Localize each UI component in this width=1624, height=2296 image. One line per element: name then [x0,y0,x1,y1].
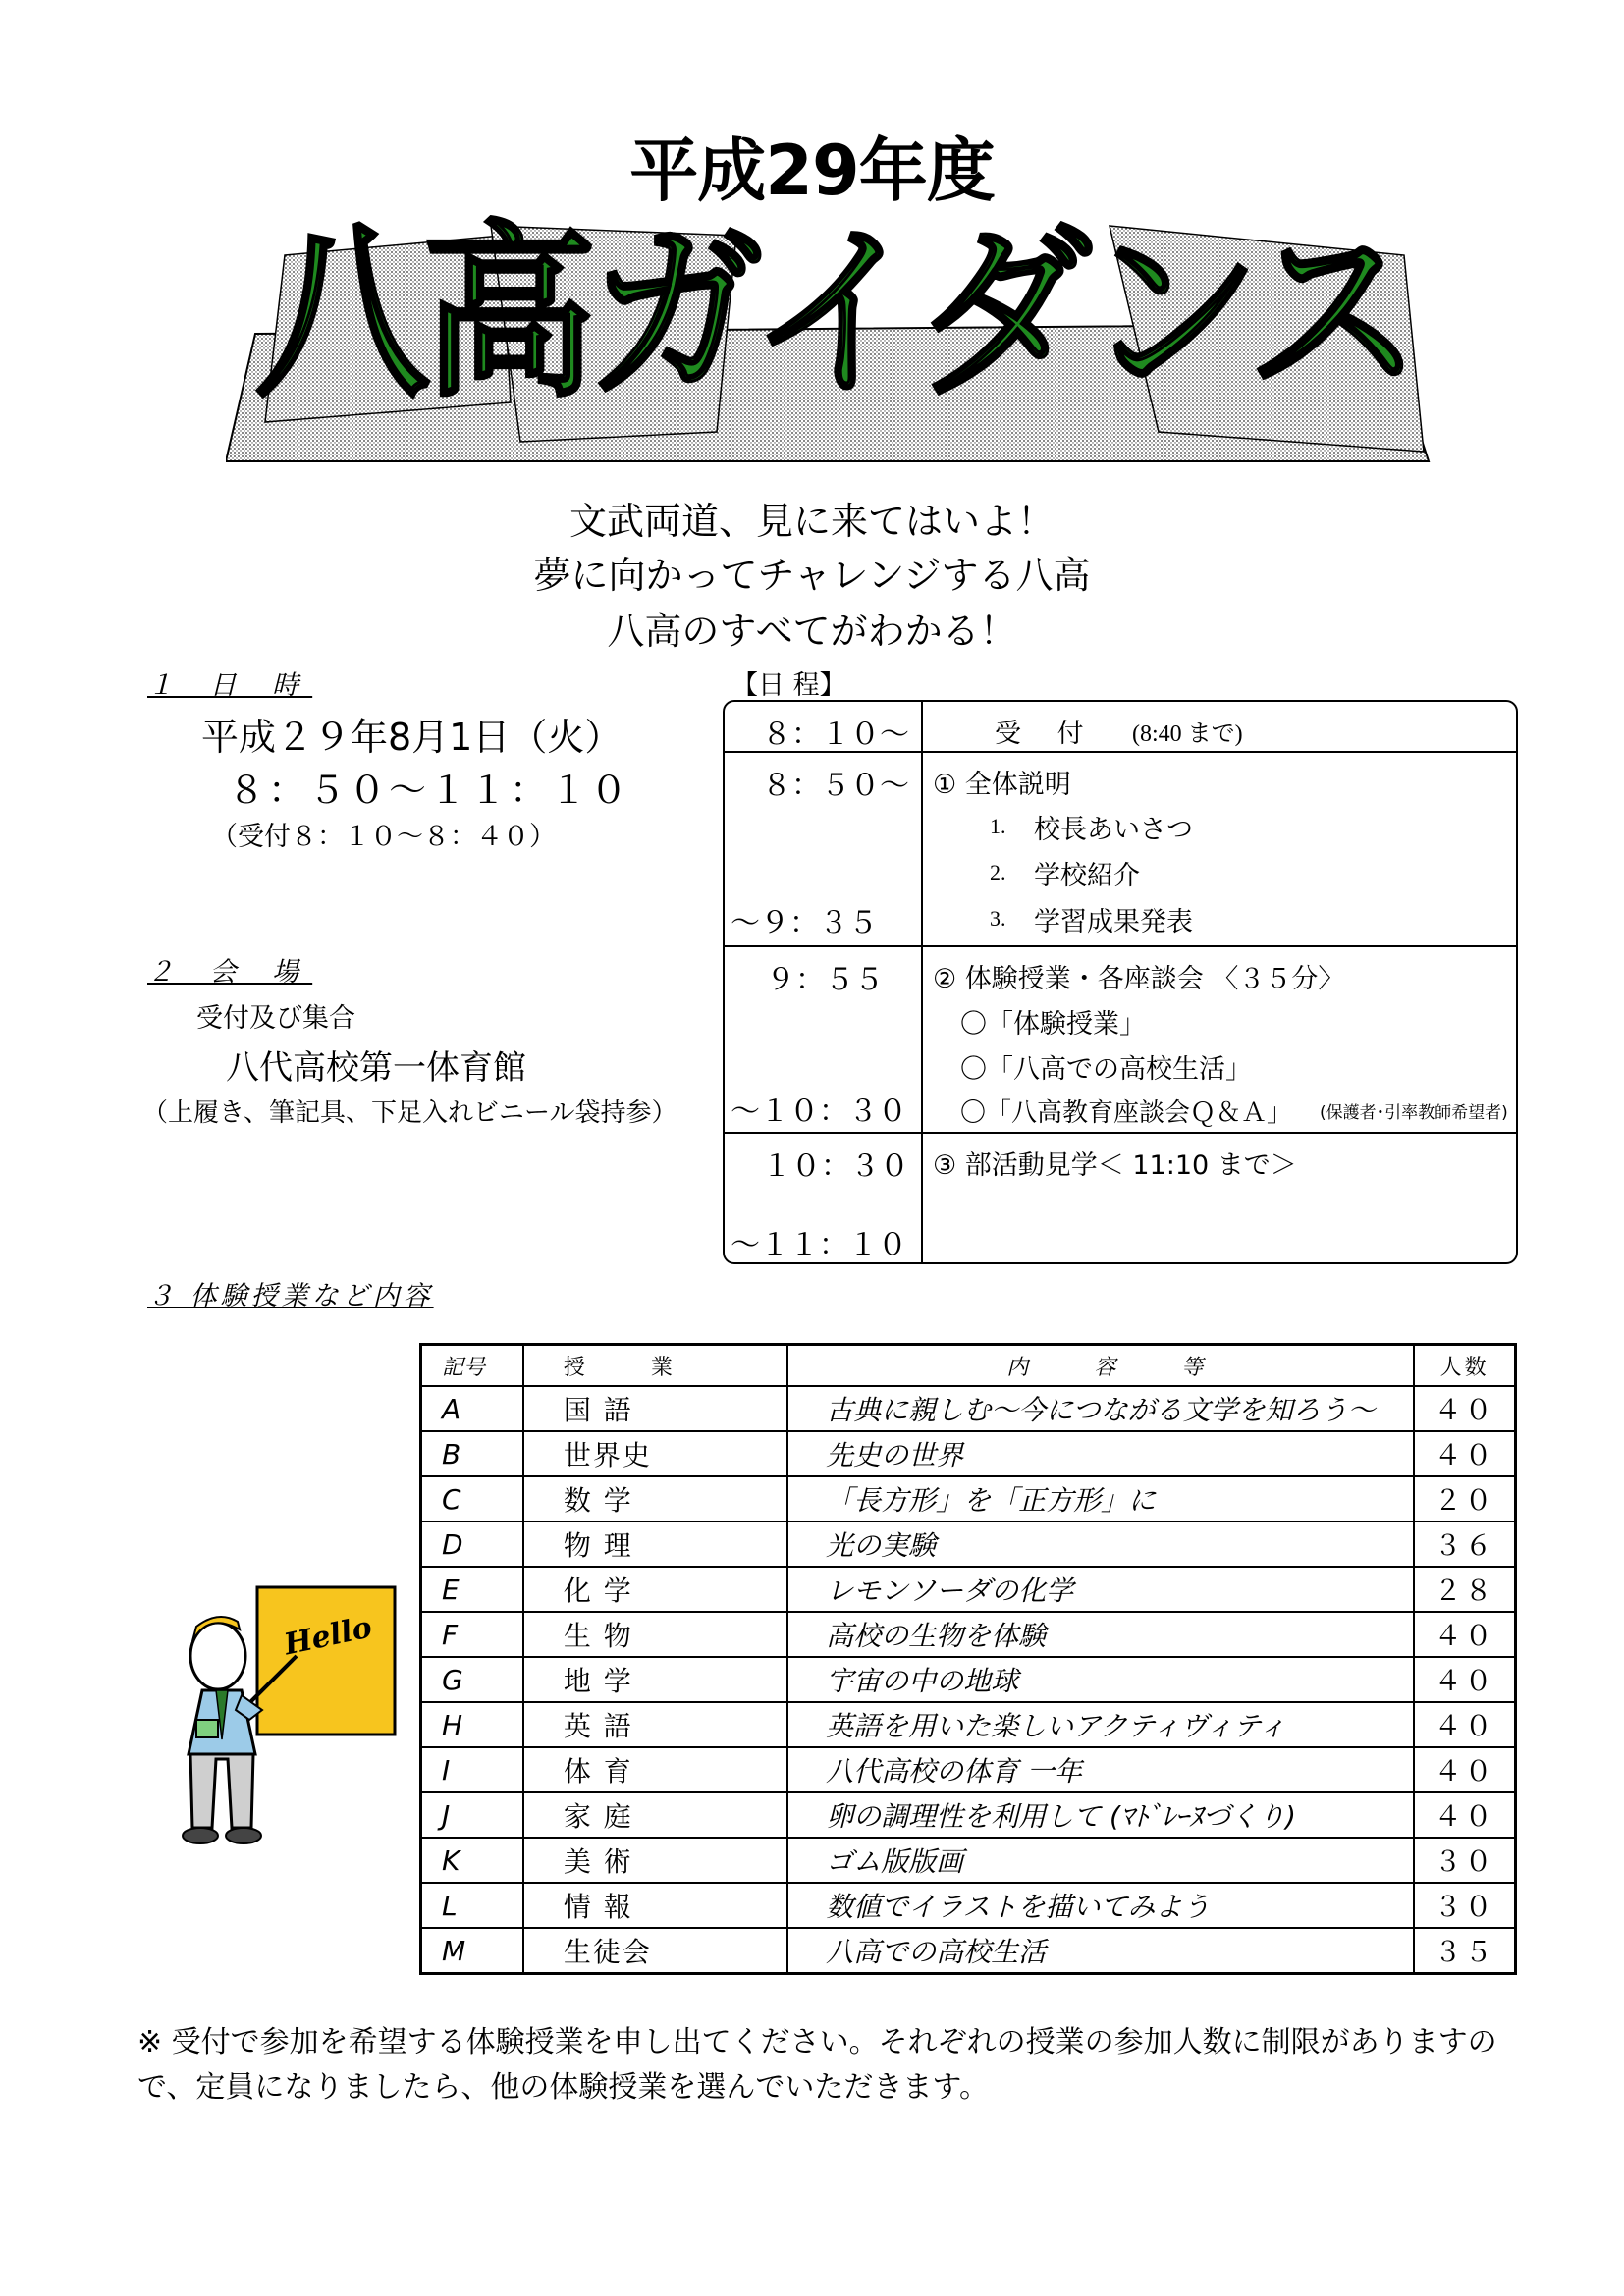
course-content: 宇宙の中の地球 [787,1657,1414,1702]
table-row [421,1792,1516,1838]
course-code: J [421,1792,523,1838]
schedule-subitem-note: (保護者･引率教師希望者) [1320,1103,1508,1123]
venue-place: 八代高校第一体育館 [226,1048,526,1088]
slogan-2: 夢に向かってチャレンジする八高 [533,554,1091,597]
venue-note: 受付及び集合 [196,1003,355,1034]
sign-text: Hello [281,1610,375,1663]
course-count: ４０ [1414,1657,1515,1702]
course-count: ２８ [1414,1567,1515,1612]
course-content: 「長方形」を「正方形」に [787,1476,1414,1522]
schedule-subitem: 〇「体験授業」 [960,1009,1146,1040]
table-row [421,1567,1516,1612]
courses-table [419,1343,1517,1975]
table-row [421,1612,1516,1657]
table-row [421,1702,1516,1747]
col-header-subject: 授 業 [523,1345,787,1387]
course-subject: 生 物 [523,1612,787,1657]
reception-time: （受付８：１０～８：４０） [211,822,556,852]
course-content: 卵の調理性を利用して (ﾏﾄﾞﾚｰﾇづくり) [787,1792,1414,1838]
course-subject: 生徒会 [523,1928,787,1974]
schedule-time-end: ～９：３５ [731,906,878,940]
table-row [421,1522,1516,1567]
schedule-time: ９：５５ [766,963,884,997]
table-row [421,1838,1516,1883]
course-subject: 家 庭 [523,1792,787,1838]
course-content: ゴム版版画 [787,1838,1414,1883]
table-row [421,1386,1516,1431]
schedule-table [723,700,1518,1264]
course-count: ４０ [1414,1612,1515,1657]
course-code: K [421,1838,523,1883]
schedule-item: ① 全体説明 [933,770,1071,800]
slogan-3: 八高のすべてがわかる！ [607,610,1017,653]
schedule-time-end: ～１１：１０ [731,1228,907,1262]
table-row [421,1928,1516,1974]
course-subject: 体 育 [523,1747,787,1792]
course-subject: 美 術 [523,1838,787,1883]
teacher-illustration [169,1582,400,1877]
course-code: H [421,1702,523,1747]
course-content: 古典に親しむ～今につながる文学を知ろう～ [787,1386,1414,1431]
table-row [421,1476,1516,1522]
course-code: F [421,1612,523,1657]
table-row [421,1431,1516,1476]
datetime-label: １ 日 時 [147,670,313,701]
course-content: 高校の生物を体験 [787,1612,1414,1657]
course-subject: 世界史 [523,1431,787,1476]
course-content: 数値でイラストを描いてみよう [787,1883,1414,1928]
schedule-time: ８：５０～ [762,769,909,803]
course-count: ３６ [1414,1522,1515,1567]
course-code: I [421,1747,523,1792]
footer-note: ※ 受付で参加を希望する体験授業を申し出てください。それぞれの授業の参加人数に制限がありますので、定員になりましたら、他の体験授業を選んでいただきます。 [137,2025,1497,2105]
schedule-subitem: 学習成果発表 [1034,907,1193,937]
table-row [421,1883,1516,1928]
course-code: E [421,1567,523,1612]
course-count: ４０ [1414,1747,1515,1792]
course-content: 先史の世界 [787,1431,1414,1476]
schedule-subitem: 〇「八高教育座談会Ｑ＆Ａ」 [960,1098,1293,1128]
schedule-subitem: 〇「八高での高校生活」 [960,1054,1252,1085]
event-time: ８：５０～１１：１０ [228,769,631,812]
year-heading: 平成29年度 [629,131,995,211]
courses-label: ３ 体験授業など内容 [147,1281,434,1311]
course-content: 英語を用いた楽しいアクティヴィティ [787,1702,1414,1747]
venue-items: （上履き、筆記具、下足入れビニール袋持参） [142,1098,677,1128]
col-header-content: 内 容 等 [787,1345,1414,1387]
course-content: 八代高校の体育 一年 [787,1747,1414,1792]
book-icon [196,1720,218,1737]
sign-board [257,1587,395,1735]
schedule-item: 受 付 [995,719,1098,749]
venue-label: ２ 会 場 [147,957,313,988]
course-code: B [421,1431,523,1476]
course-code: G [421,1657,523,1702]
course-count: ３０ [1414,1883,1515,1928]
course-subject: 英 語 [523,1702,787,1747]
schedule-label: 【日 程】 [731,670,846,701]
schedule-time-end: ～１０：３０ [731,1095,907,1129]
course-code: L [421,1883,523,1928]
course-content: 八高での高校生活 [787,1928,1414,1974]
slogan-1: 文武両道、見に来てはいよ！ [568,500,1055,543]
course-count: ４０ [1414,1702,1515,1747]
col-header-count: 人数 [1414,1345,1515,1387]
course-code: D [421,1522,523,1567]
schedule-time: １０：３０ [762,1149,909,1184]
schedule-time: ８：１０～ [762,718,909,752]
table-header-row [421,1345,1516,1387]
table-row [421,1657,1516,1702]
course-count: ３０ [1414,1838,1515,1883]
col-header-code: 記号 [421,1345,523,1387]
title-logo [226,196,1443,471]
course-subject: 地 学 [523,1657,787,1702]
course-code: C [421,1476,523,1522]
schedule-item: ② 体験授業・各座談会 〈３５分〉 [933,964,1345,994]
title-text: 八高ガイダンス [255,205,1414,422]
schedule-subitem: 学校紹介 [1034,861,1140,891]
teacher-legs [190,1754,253,1828]
course-count: ３５ [1414,1928,1515,1974]
course-count: ２０ [1414,1476,1515,1522]
course-subject: 化 学 [523,1567,787,1612]
list-number: 3. [990,906,1006,931]
schedule-item: ③ 部活動見学＜ 11:10 まで＞ [933,1150,1297,1181]
course-subject: 情 報 [523,1883,787,1928]
course-code: M [421,1928,523,1974]
table-row [421,1747,1516,1792]
course-count: ４０ [1414,1792,1515,1838]
course-content: 光の実験 [787,1522,1414,1567]
course-count: ４０ [1414,1386,1515,1431]
course-subject: 数 学 [523,1476,787,1522]
course-code: A [421,1386,523,1431]
course-subject: 国 語 [523,1386,787,1431]
schedule-note: (8:40 まで) [1132,721,1243,747]
list-number: 1. [990,814,1006,838]
event-date: 平成２９年8月1日（火） [201,716,623,759]
list-number: 2. [990,860,1006,884]
course-content: レモンソーダの化学 [787,1567,1414,1612]
schedule-subitem: 校長あいさつ [1034,815,1193,845]
course-count: ４０ [1414,1431,1515,1476]
course-subject: 物 理 [523,1522,787,1567]
